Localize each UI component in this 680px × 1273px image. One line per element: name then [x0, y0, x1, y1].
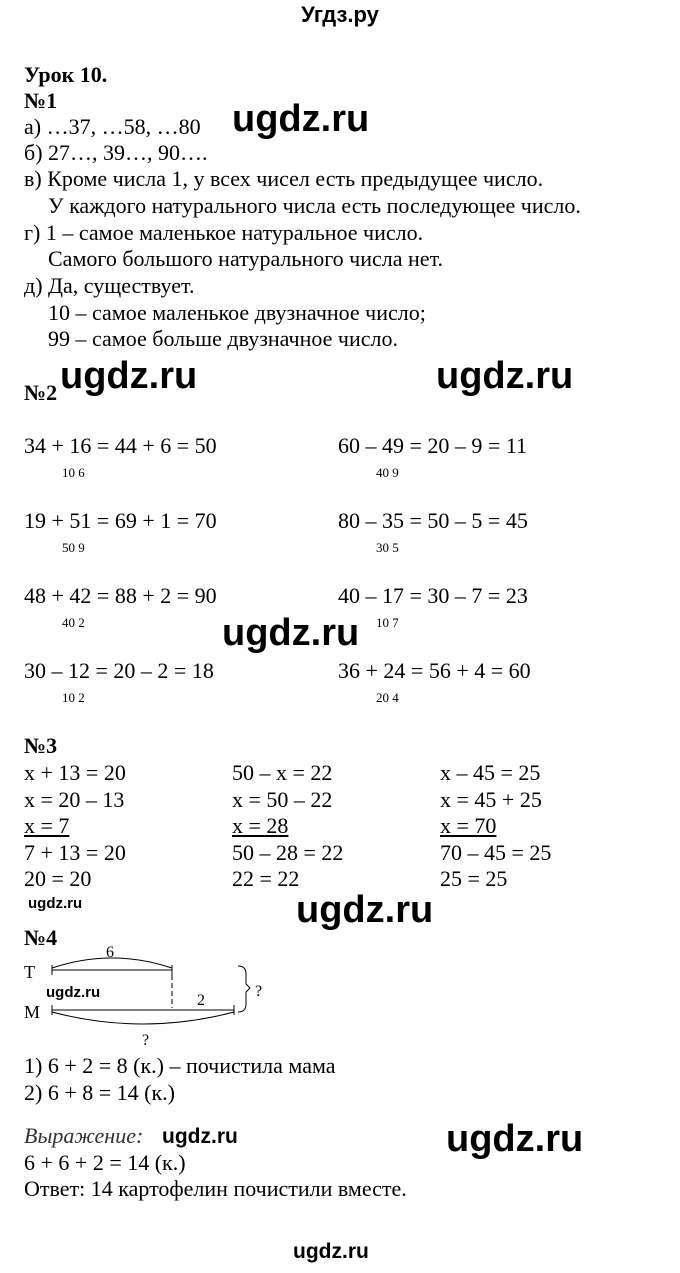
- task1-line: д) Да, существует.: [24, 273, 195, 298]
- task2-title: №2: [24, 380, 58, 405]
- task1-line: Самого большого натурального числа нет.: [48, 246, 444, 271]
- watermark: ugdz.ru: [232, 98, 370, 140]
- task2-parts: 10 6: [62, 465, 85, 480]
- task1-line: г) 1 – самое маленькое натуральное число.: [24, 220, 424, 245]
- task3-line: x + 13 = 20: [24, 760, 126, 785]
- task4-step: 2) 6 + 8 = 14 (к.): [24, 1080, 175, 1105]
- expression-label: Выражение:: [24, 1123, 144, 1148]
- task1-line: 99 – самое больше двузначное число.: [48, 326, 399, 351]
- task3-line: x = 50 – 22: [232, 786, 333, 812]
- watermark-small: ugdz.ru: [293, 1240, 369, 1263]
- task2-eq: 80 – 35 = 50 – 5 = 45: [338, 508, 528, 533]
- watermark-small: ugdz.ru: [162, 1125, 238, 1148]
- task1-line: б) 27…, 39…, 90….: [24, 140, 208, 165]
- task3-line: x = 45 + 25: [440, 786, 542, 812]
- task3-line: 70 – 45 = 25: [440, 839, 552, 865]
- task3-line: 50 – x = 22: [232, 760, 333, 785]
- task3-line: x = 28: [232, 813, 289, 838]
- answer: Ответ: 14 картофелин почистили вместе.: [24, 1176, 407, 1201]
- task2-eq: 40 – 17 = 30 – 7 = 23: [338, 583, 528, 608]
- watermark: ugdz.ru: [436, 355, 574, 397]
- diagram-top-value: 6: [106, 944, 114, 961]
- task3-line: 25 = 25: [440, 866, 508, 891]
- task2-eq: 19 + 51 = 69 + 1 = 70: [24, 508, 217, 533]
- task3-line: x – 45 = 25: [440, 760, 541, 785]
- diagram-bottom-question: ?: [142, 1032, 150, 1049]
- task4-step: 1) 6 + 2 = 8 (к.) – почистила мама: [24, 1053, 336, 1078]
- task4-title: №4: [24, 925, 58, 950]
- task2-parts: 20 4: [376, 690, 399, 705]
- task3-line: 22 = 22: [232, 866, 300, 891]
- task2-eq: 48 + 42 = 88 + 2 = 90: [24, 583, 217, 608]
- task2-eq: 34 + 16 = 44 + 6 = 50: [24, 433, 217, 458]
- diagram-label-m: М: [24, 1002, 41, 1022]
- task3-line: 7 + 13 = 20: [24, 839, 126, 865]
- task2-parts: 10 2: [62, 690, 85, 705]
- watermark: ugdz.ru: [296, 889, 434, 931]
- task2-eq: 30 – 12 = 20 – 2 = 18: [24, 658, 214, 683]
- task1-title: №1: [24, 88, 58, 113]
- diagram-total-question: ?: [255, 983, 263, 1000]
- task2-eq: 60 – 49 = 20 – 9 = 11: [338, 433, 527, 458]
- task2-eq: 36 + 24 = 56 + 4 = 60: [338, 658, 531, 683]
- task3-line: 20 = 20: [24, 866, 92, 891]
- watermark: ugdz.ru: [446, 1118, 584, 1160]
- task2-parts: 50 9: [62, 540, 85, 555]
- task2-parts: 30 5: [376, 540, 399, 555]
- task1-line: У каждого натурального числа есть последующее число.: [48, 193, 581, 218]
- watermark: ugdz.ru: [60, 355, 198, 397]
- watermark: ugdz.ru: [222, 612, 360, 654]
- task3-line: x = 7: [24, 813, 70, 838]
- task2-parts: 40 2: [62, 615, 85, 630]
- task3-line: 50 – 28 = 22: [232, 839, 344, 865]
- task3-line: x = 70: [440, 813, 497, 838]
- task2-parts: 40 9: [376, 465, 399, 480]
- task1-line: 10 – самое маленькое двузначное число;: [48, 300, 426, 325]
- task2-parts: 10 7: [376, 615, 399, 630]
- lesson-title: Урок 10.: [24, 62, 108, 87]
- diagram-label-t: Т: [24, 962, 35, 982]
- watermark-small: ugdz.ru: [46, 984, 101, 1001]
- task3-title: №3: [24, 733, 58, 758]
- site-header: Угдз.ру: [301, 2, 379, 27]
- expression: 6 + 6 + 2 = 14 (к.): [24, 1150, 186, 1175]
- task3-line: x = 20 – 13: [24, 786, 125, 812]
- watermark-small: ugdz.ru: [28, 895, 83, 912]
- task1-line: а) …37, …58, …80: [24, 114, 201, 139]
- diagram-diff-value: 2: [197, 992, 205, 1009]
- task1-line: в) Кроме числа 1, у всех чисел есть предыдущее число.: [24, 166, 544, 191]
